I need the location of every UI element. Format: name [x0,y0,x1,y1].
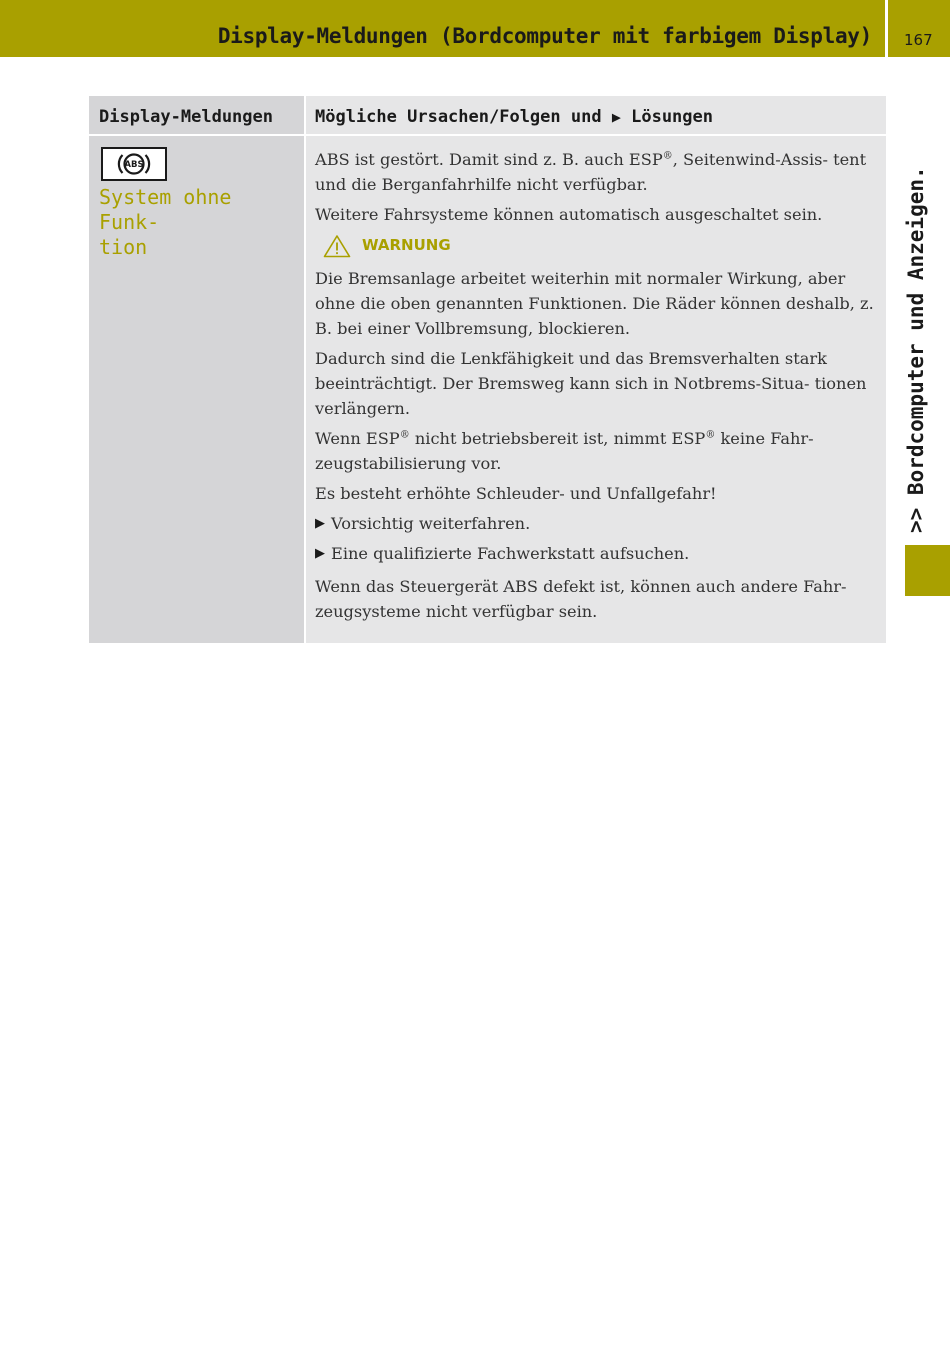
table-header-row [89,96,886,136]
display-messages-table [89,96,886,643]
page-title: Display-Meldungen (Bordcomputer mit farbigem Display) [217,24,872,48]
solution-step-text: Vorsichtig weiterfahren. [331,514,531,533]
abs-icon [114,150,154,178]
solution-arrow-icon: ▶ [611,108,621,126]
warning-text: Wenn ESP [315,429,400,448]
column-header-display-messages: Display-Meldungen [89,96,306,134]
solution-step-text: Eine qualifizierte Fachwerkstatt aufsuchen. [331,544,690,563]
warning-label: WARNUNG [362,236,451,254]
registered-mark: ® [399,429,410,441]
message-cell [89,136,306,643]
registered-mark: ® [705,429,716,441]
step-arrow-icon: ▶ [315,546,325,561]
warning-text: keine Fahr- zeugstabilisierung vor. [315,429,814,473]
column-header-causes-text: Mögliche Ursachen/Folgen und [315,107,602,127]
column-header-solutions-text: Lösungen [631,107,713,127]
display-message-line2: tion [99,235,148,259]
cause-text: ABS ist gestört. Damit sind z. B. auch ESP [315,150,663,169]
cause-paragraph-2: Weitere Fahrsysteme können automatisch ausgeschaltet sein. [315,205,823,224]
solution-step-1 [315,511,880,536]
abs-warning-icon-box [101,147,167,181]
display-message-line1: System ohne Funk- [99,185,232,234]
warning-paragraph-1: Die Bremsanlage arbeitet weiterhin mit normaler Wirkung, aber ohne die oben genannten Funktionen. Die Räder können deshalb, z. B. bei einer Vollbremsung, blockieren. [315,269,874,338]
display-message-text [99,185,299,260]
warning-paragraph-4: Es besteht erhöhte Schleuder- und Unfallgefahr! [315,484,717,503]
warning-paragraph-3 [315,426,880,476]
registered-mark: ® [662,150,673,162]
side-chapter-text: >> Bordcomputer und Anzeigen. [904,166,928,533]
note-paragraph: Wenn das Steuergerät ABS defekt ist, können auch andere Fahr- zeugsysteme nicht verfügbar sein. [315,577,847,621]
cause-paragraph-1 [315,147,880,197]
solution-step-2 [315,541,880,566]
step-arrow-icon: ▶ [315,516,325,531]
warning-triangle-icon [323,234,351,258]
side-chapter-tab [905,545,950,596]
abs-icon-label: ABS [124,160,144,171]
cause-text: , Seitenwind-Assis- tent und die Berganfahrhilfe nicht verfügbar. [315,150,867,194]
page-number: 167 [904,31,933,49]
warning-text: nicht betriebsbereit ist, nimmt ESP [409,429,706,448]
warning-heading [323,233,880,258]
column-header-causes-solutions [306,96,886,134]
warning-paragraph-2: Dadurch sind die Lenkfähigkeit und das Bremsverhalten stark beeinträchtigt. Der Bremsweg kann sich in Notbrems-Situa- tionen verlängern. [315,349,867,418]
side-chapter-label [904,148,934,533]
table-row [89,136,886,643]
causes-solutions-cell [306,136,886,643]
